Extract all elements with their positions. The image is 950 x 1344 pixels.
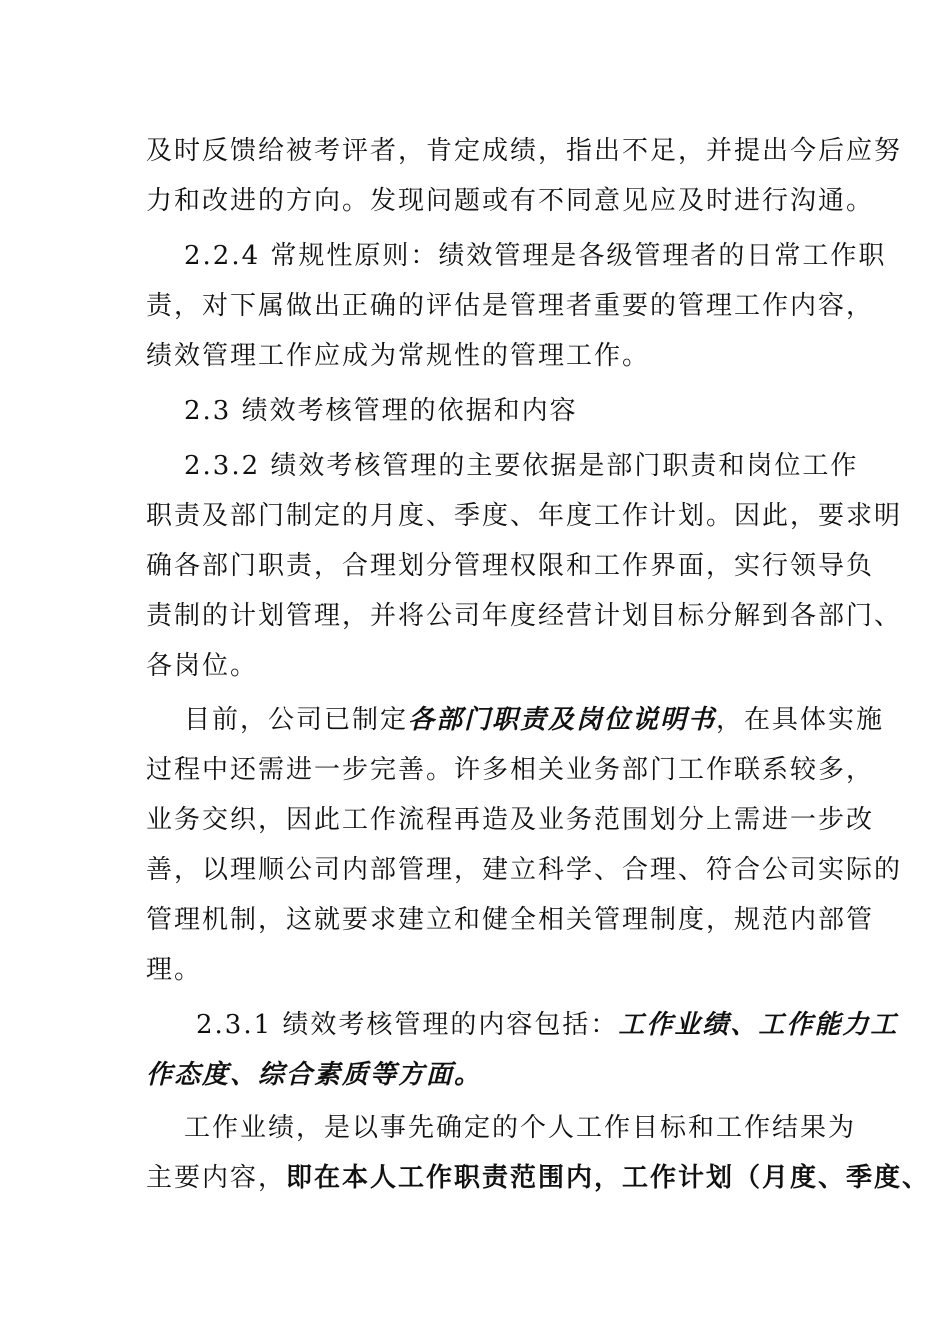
paragraph-line [146, 1158, 950, 1198]
paragraph-line: 各岗位。 [146, 651, 259, 681]
paragraph-line: 责制的计划管理，并将公司年度经营计划目标分解到各部门、 [146, 601, 903, 631]
paragraph-line: 确各部门职责，合理划分管理权限和工作界面，实行领导负 [146, 551, 875, 581]
paragraph-line [184, 700, 950, 740]
text-run: 主要内容， [146, 1163, 287, 1193]
paragraph-line: 责，对下属做出正确的评估是管理者重要的管理工作内容， [146, 291, 875, 321]
paragraph-line: 过程中还需进一步完善。许多相关业务部门工作联系较多， [146, 755, 875, 785]
bold-text: 即在本人工作职责范围内，工作计划（月度、季度、 [286, 1163, 931, 1193]
paragraph-line: 绩效管理工作应成为常规性的管理工作。 [146, 341, 651, 371]
paragraph-line: 工作业绩，是以事先确定的个人工作目标和工作结果为 [184, 1113, 857, 1143]
section-heading: 2.3 绩效考核管理的依据和内容 [184, 396, 578, 426]
paragraph-line: 业务交织，因此工作流程再造及业务范围划分上需进一步改 [146, 805, 875, 835]
paragraph-line: 力和改进的方向。发现问题或有不同意见应及时进行沟通。 [146, 186, 875, 216]
text-run: ，在具体实施 [716, 705, 885, 735]
emphasized-text: 工作业绩、工作能力工 [618, 1010, 899, 1040]
paragraph-line: 理。 [146, 955, 203, 985]
emphasized-line: 作态度、综合素质等方面。 [146, 1060, 483, 1090]
text-run: 2.3.1 绩效考核管理的内容包括： [196, 1010, 619, 1040]
paragraph-line: 管理机制，这就要求建立和健全相关管理制度，规范内部管 [146, 905, 875, 935]
paragraph-line [196, 1005, 950, 1045]
paragraph-line: 及时反馈给被考评者，肯定成绩，指出不足，并提出今后应努 [146, 136, 903, 166]
text-run: 目前，公司已制定 [184, 705, 409, 735]
paragraph-line: 职责及部门制定的月度、季度、年度工作计划。因此，要求明 [146, 501, 903, 531]
paragraph-line: 2.2.4 常规性原则：绩效管理是各级管理者的日常工作职 [184, 241, 887, 271]
paragraph-line: 2.3.2 绩效考核管理的主要依据是部门职责和岗位工作 [184, 451, 859, 481]
emphasized-document-title: 各部门职责及岗位说明书 [408, 705, 717, 735]
paragraph-line: 善，以理顺公司内部管理，建立科学、合理、符合公司实际的 [146, 855, 903, 885]
